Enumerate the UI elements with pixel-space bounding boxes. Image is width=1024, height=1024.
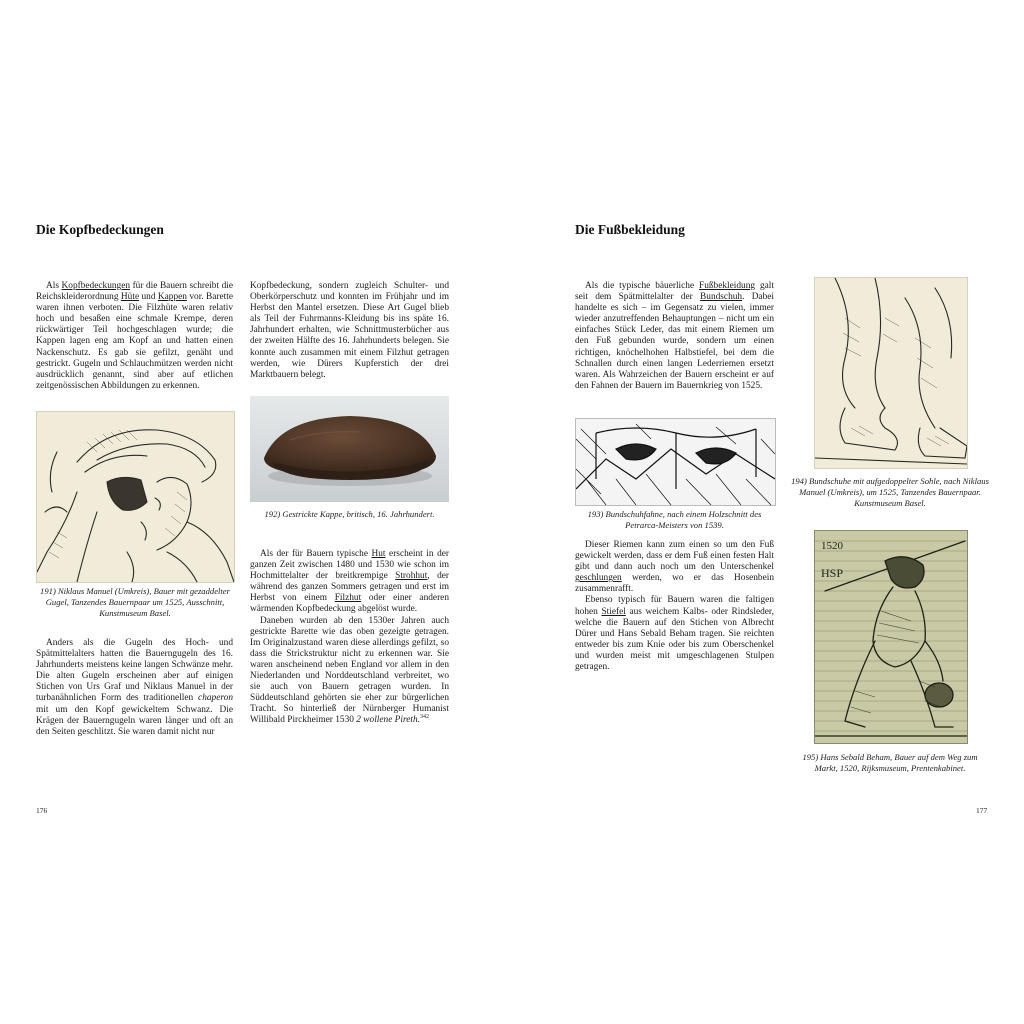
text-run: Kopfbedeckung, sondern zugleich Schulter- und Oberkörperschutz und konnten im Frühjahr und im Herbst den Mantel ersetzen. Diese Art Gugel blieb als Teil der Fuhrmanns-Kleidung bis ins späte 16. Jahrhundert erhalten, wie Schnittmusterbücher aus der zweiten Hälfte des 16. Jahrhunderts belegen. Sie konnte auch zusammen mit einem Filzhut getragen werden, wie Dürers Kupferstich der drei Marktbauern belegt.	[250, 281, 449, 380]
paragraph	[575, 595, 774, 673]
paragraph	[36, 638, 233, 738]
text-run: Als	[46, 281, 62, 291]
paragraph	[575, 281, 774, 392]
underlined-term: Filzhut	[334, 593, 362, 604]
text-run: , der während des ganzen Sommers getragen und erst im Herbst von einem	[250, 571, 449, 604]
underlined-term: Stiefel	[601, 606, 626, 617]
underlined-term: Bundschuh	[700, 292, 743, 303]
left-column-1-top	[36, 281, 233, 392]
right-column-1-bottom	[575, 540, 774, 673]
peasant-gugel-drawing-icon	[37, 412, 234, 582]
text-run: 342	[420, 714, 430, 721]
text-run: aus weichem Kalbs- oder Rindsleder, welche die Bauern auf den Stichen von Albrecht Dürer und Hans Sebald Beham tragen. Sie reichten entweder bis zum Knie oder bis zum Oberschenkel und wurden meist mit umgeschlagenen Stulpen getragen.	[575, 606, 775, 673]
page-number-right: 177	[976, 806, 988, 815]
italic-text: chaperon	[198, 693, 233, 704]
text-run: werden, wo er das Hosenbein zusammenrafft.	[575, 573, 774, 595]
underlined-term: geschlungen	[575, 573, 622, 584]
text-run: erscheint in der ganzen Zeit zwischen 1480 und 1530 wie schon im Hochmittelalter der breitkrempige	[250, 549, 450, 582]
heading-fussbekleidung: Die Fußbekleidung	[575, 222, 685, 237]
figure-191-drawing	[36, 411, 235, 583]
paragraph	[250, 616, 449, 727]
knitted-cap-photo-icon	[250, 396, 449, 502]
caption-195: 195) Hans Sebald Beham, Bauer auf dem Weg zum Markt, 1520, Rijksmuseum, Prentenkabinet.	[802, 752, 978, 773]
underlined-term: Hut	[371, 549, 386, 559]
text-run: galt seit dem Spätmittelalter der	[575, 281, 774, 303]
paragraph	[250, 549, 449, 616]
text-run: Dieser Riemen kann zum einen so um den Fuß gewickelt werden, dass er dem Fuß einen festen Halt gibt und dann auch noch um den Unterschenkel	[575, 540, 774, 573]
paragraph	[36, 281, 233, 392]
text-run: und	[139, 292, 158, 303]
underlined-term: Hüte	[120, 292, 140, 303]
text-run: mit um den Kopf gewickeltem Schwanz. Die Krägen der Bauerngugeln waren länger und oft an den Seiten geschlitzt. Sie waren damit nicht nur	[36, 704, 233, 737]
underlined-term: Strohhut	[395, 571, 428, 582]
text-run: Anders als die Gugeln des Hoch- und Spätmittelalters hatten die Bauerngugeln des 16. Jahrhunderts meistens keine langen Schwänze mehr. Die alten Gugeln erscheinen aber auf einigen Stichen von Urs Graf und Niklaus Manuel in der turbanähnlichen Form des traditionellen	[36, 638, 233, 704]
text-run: Als die typische bäuerliche	[585, 281, 700, 291]
caption-194: 194) Bundschuhe mit aufgedoppelter Sohle, nach Niklaus Manuel (Umkreis), um 1525, Tanzendes Bauernpaar. Kunstmuseum Basel.	[791, 476, 989, 508]
peasant-to-market-engraving-icon	[815, 531, 967, 743]
left-column-2-bottom	[250, 549, 449, 727]
paragraph	[250, 281, 449, 381]
year-label: 1520	[821, 540, 843, 552]
left-column-2-top	[250, 281, 449, 381]
italic-text: 2 wollene Pireth.	[356, 715, 421, 726]
text-run: oder einer anderen wärmenden Kopfbedeckung abgelöst wurde.	[250, 593, 450, 615]
bundschuh-flag-woodcut-icon	[576, 419, 775, 505]
right-column-1-top	[575, 281, 774, 392]
text-run: Als der für Bauern typische	[260, 549, 372, 559]
text-run: vor. Barette waren ihnen verboten. Die Filzhüte waren relativ hoch und besaßen eine schmale Krempe, deren rückwärtiger Teil hochgeschlagen wurde; die Kappen lagen eng am Kopf an und hatten einen Nackenschutz. Es gab sie gefilzt, genäht und gestrickt. Gugeln und Schlauchmützen werden nicht ausdrücklich genannt, sind aber auf etlichen zeitgenössischen Abbildungen zu erkennen.	[36, 292, 234, 391]
underlined-term: Kappen	[157, 292, 187, 303]
underlined-term: Kopfbedeckungen	[61, 281, 131, 291]
text-run: Ebenso typisch für Bauern waren die faltigen hohen	[575, 595, 774, 617]
figure-192-photo	[250, 396, 449, 502]
monogram-label: HSP	[821, 566, 844, 580]
page-number-left: 176	[36, 806, 48, 815]
figure-194-drawing	[814, 277, 968, 469]
heading-kopfbedeckungen: Die Kopfbedeckungen	[36, 222, 164, 237]
underlined-term: Fußbekleidung	[699, 281, 756, 291]
text-run: für die Bauern schreibt die Reichskleiderordnung	[36, 281, 233, 303]
text-run: Daneben wurden ab den 1530er Jahren auch gestrickte Barette wie das oben gezeigte getragen. Im Originalzustand waren diese allerdings gefilzt, so dass die Strickstruktur nicht zu erkennen war. Sie waren anscheinend neben England vor allem in den Niederlanden und Norddeutschland verbreitet, wo sie auch von Bauern getragen wurden. In Süddeutschland gehörten sie eher zur bürgerlichen Tracht. So hinterließ der Nürnberger Humanist Willibald Pirckheimer 1530	[250, 615, 449, 726]
figure-193-woodcut	[575, 418, 776, 506]
caption-191: 191) Niklaus Manuel (Umkreis), Bauer mit gezaddelter Gugel, Tanzendes Bauernpaar um 1525, Ausschnitt, Kunstmuseum Basel.	[40, 586, 230, 618]
figure-195-engraving	[814, 530, 968, 744]
caption-192: 192) Gestrickte Kappe, britisch, 16. Jahrhundert.	[264, 509, 435, 519]
left-column-1-bottom	[36, 638, 233, 738]
paragraph	[575, 540, 774, 595]
caption-193: 193) Bundschuhfahne, nach einem Holzschnitt des Petrarca-Meisters von 1539.	[587, 509, 762, 530]
bundschuhe-drawing-icon	[815, 278, 967, 468]
text-run: . Dabei handelte es sich – im Gegensatz zu vielen, immer wieder anzutreffenden Behauptungen – nicht um ein einfaches Stück Leder, das mit einem Riemen um den Fuß gebunden wurde, sondern um einen richtigen, knöchelhohen Halbstiefel, bei dem die Schnallen durch einen langen Lederriemen ersetzt waren. Als Wahrzeichen der Bauern erscheint er auf den Fahnen der Bauern im Bauernkrieg von 1525.	[575, 292, 774, 391]
